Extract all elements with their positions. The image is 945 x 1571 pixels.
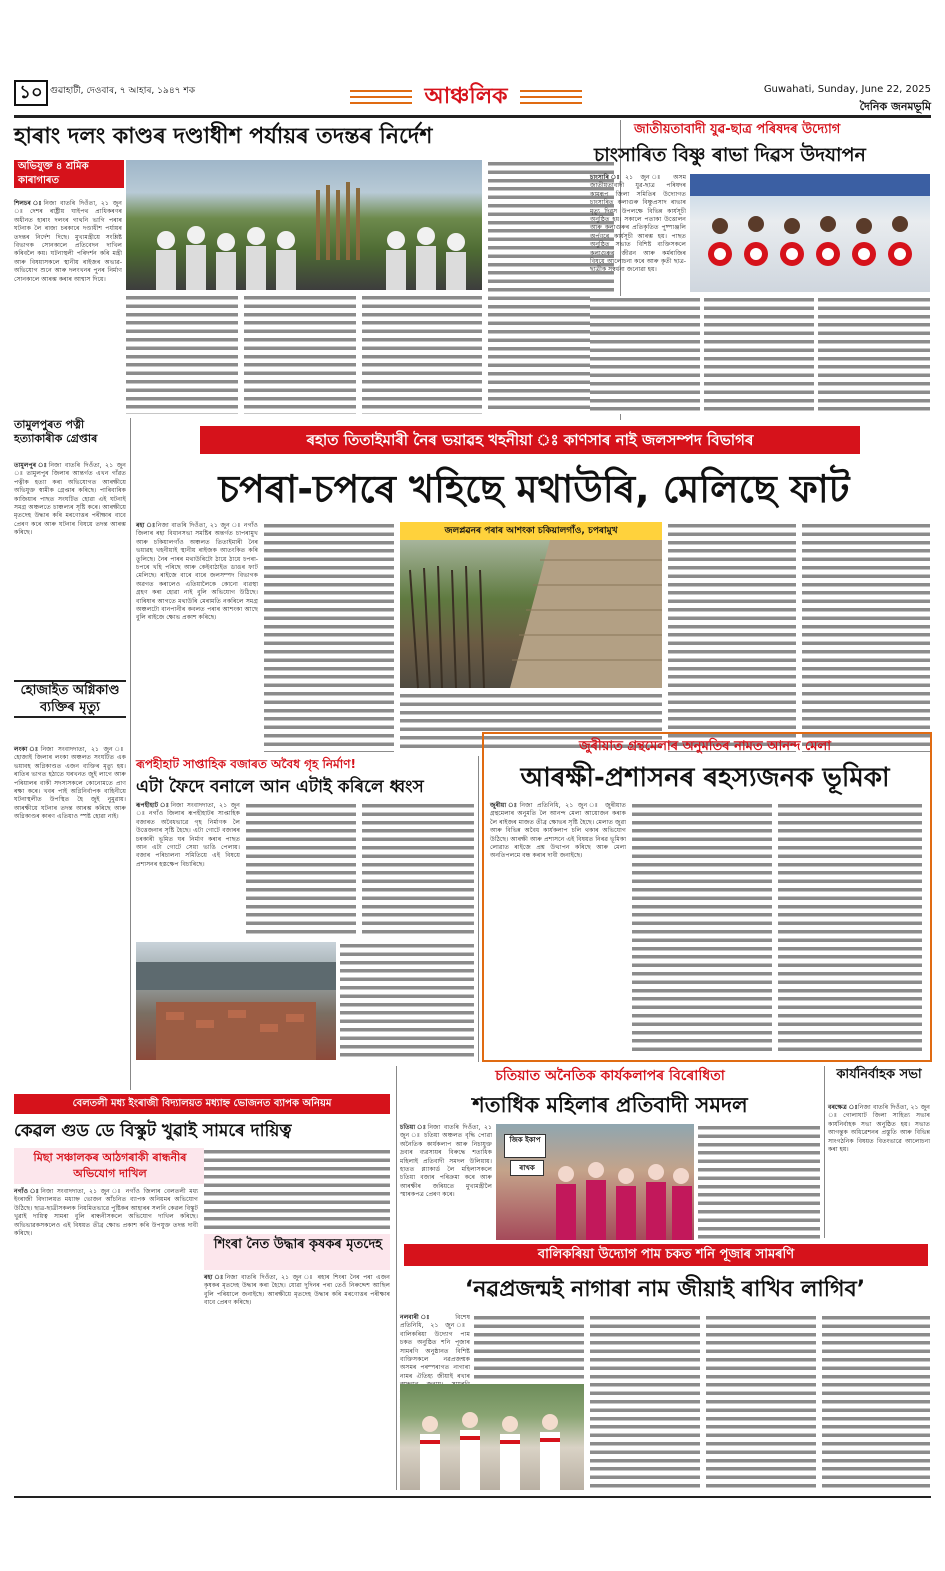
haraang-body-col2 bbox=[126, 294, 238, 414]
paper-name: দৈনিক জনমভূমি bbox=[859, 100, 931, 113]
rupohi-body-col3 bbox=[362, 802, 474, 938]
bishnu-body-col3 bbox=[704, 296, 814, 414]
shingra-dateline: ৰহা ঃ bbox=[204, 1274, 225, 1281]
page-number-box bbox=[14, 80, 48, 106]
biscuit-headline: কেৱল গুড ডে বিস্কুট খুৱাই সামৰে দায়িত্ব bbox=[14, 1121, 292, 1141]
masthead-rule bbox=[14, 115, 931, 118]
date-right: Guwahati, Sunday, June 22, 2025 bbox=[763, 84, 931, 95]
shani-photo-scene bbox=[400, 1384, 584, 1490]
biscuit-banner: বেলতলী মধ্য ইংৰাজী বিদ্যালয়ত মধ্যাহ্ন ভোজনত ব্যাপক অনিয়ম bbox=[14, 1094, 390, 1114]
flood-dateline: ৰহা ঃ bbox=[136, 522, 157, 529]
mela-headline: আৰক্ষী-প্ৰশাসনৰ ৰহস্যজনক ভূমিকা bbox=[520, 763, 890, 793]
chatia-body: নিজা বাতৰি দিওঁতা, ২১ জুন ঃ চতিয়া অঞ্চলত বৃদ্ধি পোৱা অনৈতিক কাৰ্যকলাপ আৰু নিচাযুক্ত দ্ৰব্যৰ ব্যৱসায়ৰ বিৰুদ্ধে শতাধিক মহিলাই প্ৰতিবাদী সমদল উলিয়ায়। হাতত প্ল্যাকাৰ্ড লৈ মহিলাসকলে চতিয়া বজাৰ পৰিক্ৰমা কৰে আৰু আৰক্ষীৰ জৰিয়তে মুখ্যমন্ত্ৰীলৈ স্মাৰকপত্ৰ প্ৰেৰণ কৰে। bbox=[400, 1124, 492, 1199]
shani-dateline: নলবাৰী ঃ bbox=[400, 1314, 456, 1321]
hojai-body bbox=[14, 746, 126, 1086]
biscuit-body-col1 bbox=[14, 1188, 198, 1490]
shani-body-col4 bbox=[706, 1314, 816, 1490]
shingra-body bbox=[204, 1274, 390, 1490]
shani-headline: ‘নৱপ্ৰজন্মই নাগাৰা নাম জীয়াই ৰাখিব লাগিব’ bbox=[464, 1277, 866, 1302]
chatia-body-col2 bbox=[698, 1124, 820, 1240]
shingra-headline: শিংৰা নৈত উদ্ধাৰ কৃষকৰ মৃতদেহ bbox=[213, 1237, 383, 1252]
rupohi-body-col1 bbox=[136, 802, 240, 938]
flood-photo-caption: জলপ্লৱনৰ পৰাৰ আশংকা চকিয়ালগাঁও, চপৰামুখ bbox=[400, 522, 662, 540]
hojai-dateline: লংকা ঃ bbox=[14, 746, 41, 753]
flood-photo-scene bbox=[400, 540, 662, 688]
chatia-placard-1: জিক ইকাপ bbox=[504, 1134, 546, 1158]
flood-body: নিজা বাতৰি দিওঁতা, ২১ জুন ঃ নগাঁও জিলাৰ ৰহা বিধানসভা সমষ্টিৰ অন্তৰ্গত চাপৰামুখ আৰু চকিয়ালগাঁও অঞ্চলত তিতাইমাৰী নৈৰ ভয়াৱহ খহনীয়াই স্থানীয় ৰাইজক আতংকিত কৰি তুলিছে। নৈৰ পাৰৰ মথাউৰিটো ঠায়ে ঠায়ে চপৰা-চপৰে খহি পৰিছে আৰু কেইবাঠাইত ডাঙৰ ফাট মেলিছে। ৰাইজে বাৰে বাৰে জলসম্পদ বিভাগক অৱগত কৰালেও এতিয়ালৈকে কোনো ব্যৱস্থা গ্ৰহণ কৰা হোৱা নাই বুলি অভিযোগ উঠিছে। বাৰিষাৰ আগতে মথাউৰি মেৰামতি নকৰিলে সমগ্ৰ অঞ্চলটো বানপানীৰ কবলত পৰাৰ আশংকা আছে বুলি ৰাইজে ক্ষোভ প্ৰকাশ কৰিছে। bbox=[136, 522, 258, 622]
haraang-body: নিজা বাতৰি দিওঁতা, ২১ জুন ঃ দেশৰ ৰাষ্ট্ৰীয় ঘাইপথ প্ৰাধিকৰণৰ অধীনত হাৰাং দলংৰ গাথনি ভাগি পৰাৰ ঘটনাক লৈ ৰাজ্য চৰকাৰে দণ্ডাধীশ পৰ্যায়ৰ তদন্তৰ নিৰ্দেশ দিছে। মুখ্যমন্ত্ৰীয়ে সংশ্লিষ্ট বিভাগক সোনকালে প্ৰতিবেদন দাখিল কৰিবলৈ কয়। ঘটনাস্থলী পৰিদৰ্শন কৰি মন্ত্ৰী আৰু বিষয়াসকলে স্থানীয় ৰাইজৰ অভাৱ-অভিযোগ শুনে আৰু দলংখনৰ পুনৰ নিৰ্মাণ সোনকালে আৰম্ভ কৰাৰ আশ্বাস দিয়ে। bbox=[14, 200, 122, 283]
rupohi-body: নিজা সংবাদদাতা, ২১ জুন ঃ নগাঁও জিলাৰ ৰূপহীহাটৰ সাপ্তাহিক বজাৰত অবৈধভাৱে গৃহ নিৰ্মাণক লৈ উত্তেজনাৰ সৃষ্টি হৈছে। এটা গোটে বজাৰৰ চৰকাৰী ভূমিত ঘৰ নিৰ্মাণ কৰাৰ পাছত আন এটা গোটে সেয়া ভাঙি পেলায়। বজাৰ পৰিচালনা সমিতিয়ে এই বিষয়ে প্ৰশাসনৰ হস্তক্ষেপ বিচাৰিছে। bbox=[136, 802, 240, 868]
haraang-body-col1 bbox=[14, 200, 122, 410]
bishnu-photo bbox=[690, 174, 930, 292]
shani-banner: বালিকৰিয়া উদ্যোগ পাম চকত শনি পূজাৰ সামৰণি bbox=[404, 1244, 928, 1266]
chatia-headline: শতাধিক মহিলাৰ প্ৰতিবাদী সমদল bbox=[472, 1093, 748, 1117]
tamulpur-dateline: তামুলপুৰ ঃ bbox=[14, 462, 49, 469]
rupohi-body-col4 bbox=[340, 942, 474, 1060]
rupohi-photo-scene bbox=[136, 942, 336, 1060]
rupohi-photo bbox=[136, 942, 336, 1060]
bishnu-body-col2 bbox=[590, 296, 700, 414]
bishnu-photo-scene bbox=[690, 174, 930, 292]
section-logo-text: আঞ্চলিক bbox=[412, 82, 520, 112]
mela-dateline: জুৰীয়া ঃ bbox=[490, 802, 520, 809]
section-logo bbox=[350, 82, 582, 112]
karjo-dateline: বৰক্ষেত্ৰ ঃ bbox=[828, 1104, 859, 1111]
biscuit-dateline: নগাঁও ঃ bbox=[14, 1188, 41, 1195]
karjo-headline: কাৰ্যনিৰ্বাহক সভা bbox=[836, 1067, 922, 1082]
haraang-photo bbox=[126, 160, 482, 290]
karjo-body-text: নিজা বাতৰি দিওঁতা, ২১ জুন ঃ গোলাঘাট জিলা সাহিত্য সভাৰ কাৰ্যনিৰ্বাহক সভা অনুষ্ঠিত হয়। সভাত আগন্তুক অধিৱেশনৰ প্ৰস্তুতি আৰু বিভিন্ন সাংগঠনিক বিষয়ত বিতংভাৱে আলোচনা কৰা হয়। bbox=[828, 1104, 930, 1154]
bishnu-kicker: জাতীয়তাবাদী যুৱ-ছাত্ৰ পৰিষদৰ উদ্যোগ bbox=[634, 122, 841, 137]
divider bbox=[396, 1066, 397, 1490]
hojai-body-text: নিজা সংবাদদাতা, ২১ জুন ঃ হোজাই জিলাৰ লংকা অঞ্চলত সংঘটিত এক ভয়াবহ অগ্নিকাণ্ডত এজন ব্যক্তিৰ মৃত্যু হয়। ৰাতিৰ ভাগত হঠাতে ঘৰখনত জুই লাগে আৰু পৰিয়ালৰ বাকী সদস্যসকলে কোনোমতে প্ৰাণ ৰক্ষা কৰে। খবৰ পাই অগ্নিনিৰ্বাপক বাহিনীয়ে ঘটনাস্থলীত উপস্থিত হৈ জুই নুমুৱায়। আৰক্ষীয়ে ঘটনাৰ তদন্ত আৰম্ভ কৰিছে আৰু অগ্নিকাণ্ডৰ কাৰণ এতিয়াও স্পষ্ট হোৱা নাই। bbox=[14, 746, 126, 821]
chatia-kicker: চতিয়াত অনৈতিক কাৰ্যকলাপৰ বিৰোধিতা bbox=[495, 1068, 725, 1084]
mela-body-col3 bbox=[778, 802, 922, 1052]
chatia-placard-2: ৰাখক bbox=[510, 1160, 544, 1176]
shani-photo bbox=[400, 1384, 584, 1490]
biscuit-subhead: মিছা সঞ্চালকৰ আঠগৰাকী ৰান্ধনীৰ অভিযোগ দাখিল bbox=[33, 1151, 187, 1180]
flood-body-col5 bbox=[802, 522, 930, 752]
rupohi-headline: এটা ফৈদে বনালে আন এটাই কৰিলে ধ্বংস bbox=[136, 777, 424, 797]
shani-body-col5 bbox=[822, 1314, 930, 1490]
chatia-body-col1 bbox=[400, 1124, 492, 1240]
divider bbox=[478, 756, 479, 1062]
tamulpur-body bbox=[14, 462, 126, 674]
bishnu-dateline: চাংসাৰি ঃ bbox=[590, 174, 626, 181]
mela-kicker: জুৰীয়াত গ্ৰন্থমেলাৰ অনুমতিৰ নামত আনন্দ মেলা bbox=[579, 739, 831, 754]
shani-body: বিশেষ প্ৰতিনিধি, ২১ জুন ঃ বালিকৰিয়া উদ্যোগ পাম চকত অনুষ্ঠিত শনি পূজাৰ সামৰণি অনুষ্ঠানত বিশিষ্ট ব্যক্তিসকলে নৱপ্ৰজন্মক অসমৰ পৰম্পৰাগত নাগাৰা নামৰ ঐতিহ্য জীয়াই ৰখাৰ bbox=[400, 1314, 470, 1380]
flood-body-col1 bbox=[136, 522, 258, 752]
flood-headline: চপৰা-চপৰে খহিছে মথাউৰি, মেলিছে ফাট bbox=[218, 467, 850, 511]
flood-banner: ৰহাত তিতাইমাৰী নৈৰ ভয়াৱহ খহনীয়া ঃ কাণসাৰ নাই জলসম্পদ বিভাগৰ bbox=[200, 426, 860, 454]
shani-body-col3 bbox=[590, 1314, 700, 1490]
divider bbox=[824, 1066, 825, 1238]
shani-body-col1 bbox=[400, 1314, 470, 1380]
tamulpur-headline: তামুলপুৰত পত্নী হত্যাকাৰীক গ্ৰেপ্তাৰ bbox=[14, 418, 98, 445]
flood-photo bbox=[400, 540, 662, 688]
haraang-dateline: শিলচৰ ঃ bbox=[14, 200, 44, 207]
mela-body: নিজা প্ৰতিনিধি, ২১ জুন ঃ জুৰীয়াত গ্ৰন্থমেলাৰ অনুমতি লৈ আনন্দ মেলা আয়োজন কৰাক লৈ ৰাইজৰ মাজত তীব্ৰ ক্ষোভৰ সৃষ্টি হৈছে। মেলাত জুৱা আৰু বিভিন্ন অবৈধ কাৰ্যকলাপ চলি থকাৰ অভিযোগ উঠিছে। আৰক্ষী আৰু প্ৰশাসনে এই বিষয়ত নিৰৱ ভূমিকা লোৱাত ৰাইজে প্ৰশ্ন উত্থাপন কৰিছে আৰু মেলা অনতিপলমে বন্ধ কৰাৰ দাবী জনাইছে। bbox=[490, 802, 626, 860]
haraang-headline: হাৰাং দলং কাণ্ডৰ দণ্ডাধীশ পৰ্যায়ৰ তদন্তৰ নিৰ্দেশ bbox=[14, 124, 433, 149]
haraang-photo-scene bbox=[126, 160, 482, 290]
rupohi-kicker: ৰূপহীহাট সাপ্তাহিক বজাৰত অবৈধ গৃহ নিৰ্মাণ! bbox=[136, 757, 356, 771]
biscuit-body: নিজা সংবাদদাতা, ২১ জুন ঃ নগাঁও জিলাৰ বেলতলী মধ্য ইংৰাজী বিদ্যালয়ত মধ্যাহ্ন ভোজন আঁচনিত ব্যাপক অনিয়মৰ অভিযোগ উঠিছে। ছাত্ৰ-ছাত্ৰীসকলক নিয়মিতভাৱে পুষ্টিকৰ আহাৰৰ সলনি কেৱল বিস্কুট খুৱাই দায়িত্ব সামৰা বুলি ৰান্ধনীসকলে অভিযোগ দাখিল কৰিছে। অভিভাৱকসকলেও এই বিষয়ত তীব্ৰ ক্ষোভ প্ৰকাশ কৰি উপযুক্ত তদন্ত দাবী কৰিছে। bbox=[14, 1188, 198, 1238]
chatia-photo-scene bbox=[496, 1124, 694, 1240]
karjo-body bbox=[828, 1104, 930, 1238]
biscuit-body-col2 bbox=[204, 1148, 390, 1230]
bishnu-headline: চাংসাৰিত বিষ্ণু ৰাভা দিৱস উদযাপন bbox=[594, 144, 866, 166]
footer-rule bbox=[14, 1496, 931, 1498]
date-left: গুৱাহাটী, দেওবাৰ, ৭ আহাৰ, ১৯৪৭ শক bbox=[50, 86, 196, 96]
page-number: ১০ bbox=[19, 82, 43, 103]
haraang-side-tag: অভিযুক্ত ৪ শ্ৰমিক কাৰাগাৰত bbox=[14, 160, 124, 188]
chatia-photo bbox=[496, 1124, 694, 1240]
haraang-body-col3 bbox=[244, 294, 356, 414]
divider bbox=[130, 418, 131, 1090]
chatia-dateline: চতিয়া ঃ bbox=[400, 1124, 428, 1131]
flood-body-col2 bbox=[264, 522, 394, 752]
shingra-body-text: নিজা বাতৰি দিওঁতা, ২১ জুন ঃ ৰহাৰ শিংৰা নৈৰ পৰা এজন কৃষকৰ মৃতদেহ উদ্ধাৰ কৰা হৈছে। যোৱা দুদিনৰ পৰা তেওঁ নিৰুদ্দেশ আছিল বুলি পৰিয়ালে জনাইছে। আৰক্ষীয়ে মৃতদেহ উদ্ধাৰ কৰি মৰণোত্তৰ পৰীক্ষাৰ বাবে প্ৰেৰণ কৰিছে। bbox=[204, 1274, 390, 1307]
mela-body-col1 bbox=[490, 802, 626, 1052]
rupohi-dateline: ৰূপহীহাট ঃ bbox=[136, 802, 171, 809]
bishnu-body-col4 bbox=[818, 296, 930, 414]
rupohi-body-col2 bbox=[246, 802, 356, 938]
flood-body-col4 bbox=[668, 522, 796, 752]
bishnu-body: ২১ জুন ঃ অসম জাতীয়তাবাদী যুৱ-ছাত্ৰ পৰিষদৰ কামৰূপ জিলা সমিতিৰ উদ্যোগত চাংসাৰিত কলাগুৰু বিষ্ণুপ্ৰসাদ ৰাভাৰ মৃত্যু দিৱস উপলক্ষে বিভিন্ন কাৰ্যসূচী অনুষ্ঠিত হয়। সকালে পতাকা উত্তোলন আৰু কলাগুৰুৰ প্ৰতিকৃতিত পুষ্পাঞ্জলি অৰ্পণৰে কাৰ্যসূচী আৰম্ভ হয়। পাছত অনুষ্ঠিত সভাত বিশিষ্ট ব্যক্তিসকলে কলাগুৰুৰ জীৱন আৰু কৰ্মৰাজিৰ বিষয়ে আলোচনা কৰে আৰু কৃতী ছাত্ৰ-ছাত্ৰীক সম্বৰ্ধনা জনোৱা হয়। bbox=[590, 174, 687, 274]
haraang-body-col4 bbox=[362, 294, 482, 414]
mela-body-col2 bbox=[632, 802, 772, 1052]
shani-body-col2 bbox=[474, 1314, 584, 1380]
bishnu-body-col1 bbox=[590, 174, 686, 292]
tamulpur-body-text: নিজা বাতৰি দিওঁতা, ২১ জুন ঃ তামুলপুৰ জিলাৰ আন্তৰ্গত এখন গাঁৱত পত্নীক হত্যা কৰা অভিযোগত আৰক্ষীয়ে অভিযুক্ত স্বামীক গ্ৰেপ্তাৰ কৰিছে। পাৰিবাৰিক কাজিয়াৰ পাছত সংঘটিত হোৱা এই ঘটনাই সমগ্ৰ অঞ্চলতে চাঞ্চল্যৰ সৃষ্টি কৰে। আৰক্ষীয়ে মৃতদেহ উদ্ধাৰ কৰি মৰণোত্তৰ পৰীক্ষাৰ বাবে প্ৰেৰণ কৰে আৰু ঘটনাৰ বিষয়ে তদন্ত আৰম্ভ কৰিছে। bbox=[14, 462, 126, 537]
hojai-headline: হোজাইত অগ্নিকাণ্ড ব্যক্তিৰ মৃত্যু bbox=[14, 680, 126, 718]
